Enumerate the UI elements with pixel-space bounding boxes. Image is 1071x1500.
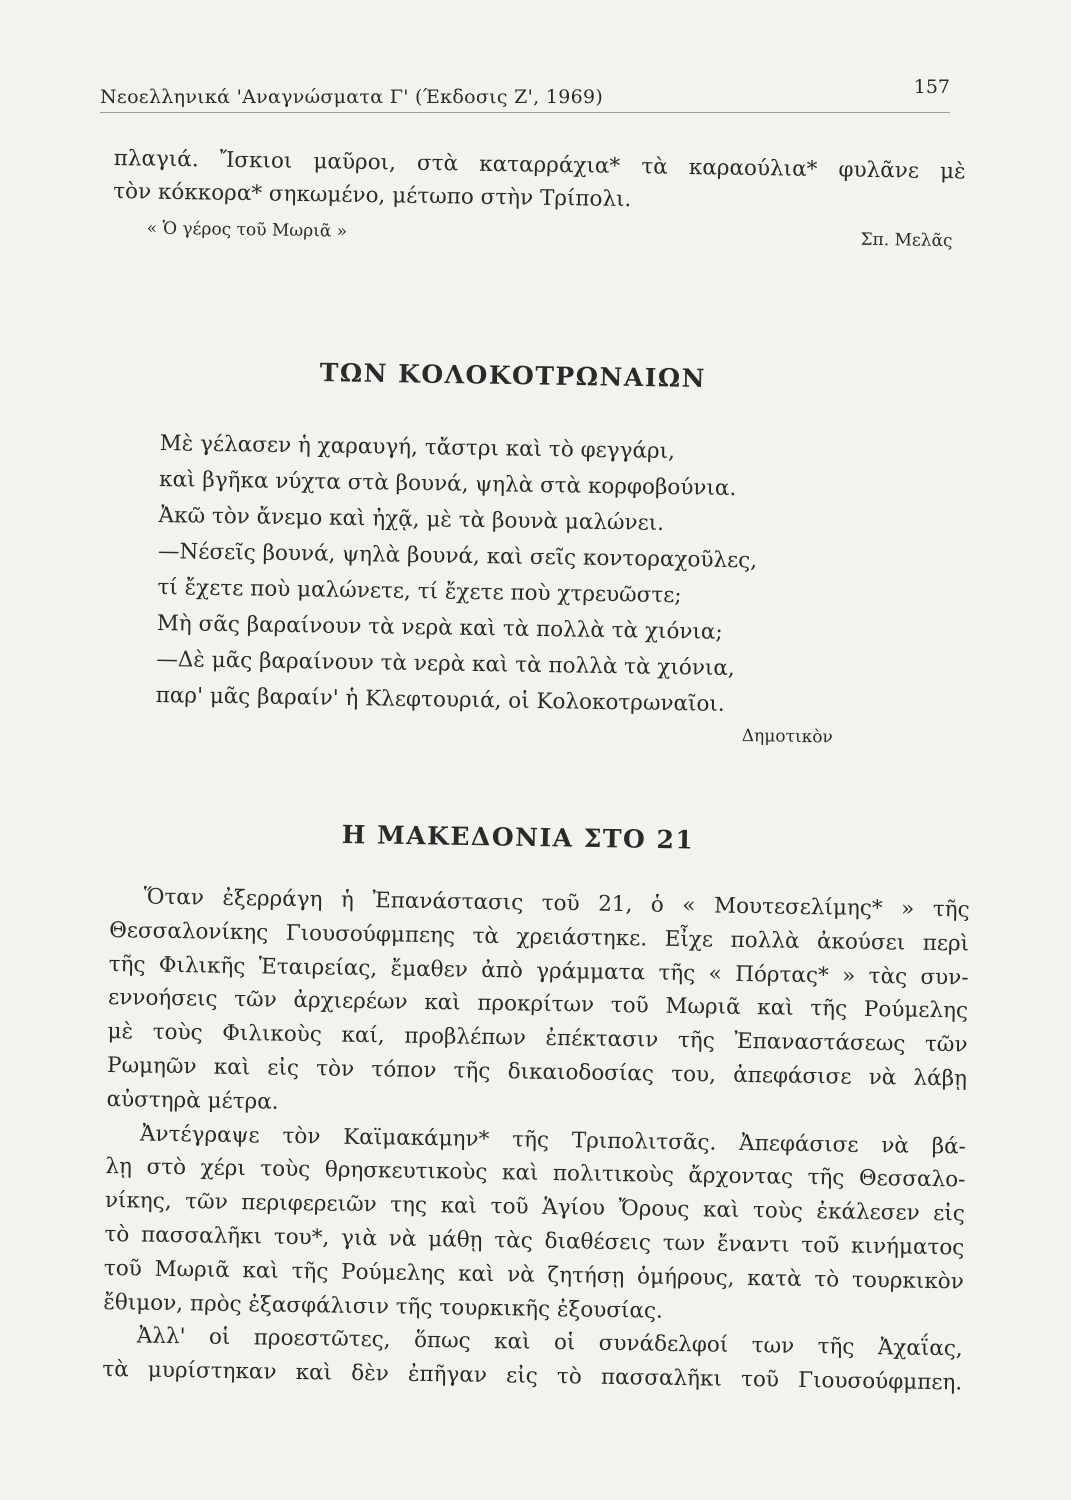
text-line: Θεσσαλονίκης Γιουσούφμπεης τὰ χρειάστηκε. Εἶχε πολλὰ ἀκούσει περὶ bbox=[109, 917, 970, 957]
poem-line: Μὲ γέλασεν ἡ χαραυγή, τἄστρι καὶ τὸ φεγγάρι, bbox=[159, 430, 676, 465]
text-line: πλαγιά. Ἴσκιοι μαῦροι, στὰ καταρράχια* τὰ καραούλια* φυλᾶνε μὲ bbox=[113, 145, 966, 185]
text-line: Ἀντέγραψε τὸν Καϊμακάμην* τῆς Τριπολιτσᾶς. Ἀπεφάσισε νὰ βά- bbox=[139, 1121, 967, 1160]
poem-line: Μὴ σᾶς βαραίνουν τὰ νερὰ καὶ τὰ πολλὰ τὰ χιόνια; bbox=[156, 610, 723, 645]
article-body bbox=[102, 880, 970, 1400]
text-line: τὸ πασσαλῆκι του*, γιὰ νὰ μάθῃ τὰς διαθέσεις των ἔναντι τοῦ κινήματος bbox=[104, 1221, 965, 1261]
source-author: Σπ. Μελᾶς bbox=[860, 229, 953, 252]
page-number: 157 bbox=[913, 76, 950, 98]
text-line: Ὅταν ἐξερράγη ἡ Ἐπανάστασις τοῦ 21, ὁ « Μουτεσελίμης* » τῆς bbox=[143, 884, 970, 923]
text-line: Ρωμηῶν καὶ εἰς τὸν τόπον τῆς δικαιοδοσίας του, ἀπεφάσισε νὰ λάβῃ bbox=[106, 1052, 968, 1092]
text-line: νίκης, τῶν περιφερειῶν της καὶ τοῦ Ἁγίου Ὄρους καὶ τοὺς ἐκάλεσεν εἰς bbox=[104, 1188, 966, 1227]
poem-line: τί ἔχετε ποὺ μαλώνετε, τί ἔχετε ποὺ χτρευῶστε; bbox=[157, 574, 682, 609]
running-title: Νεοελληνικά 'Αναγνώσματα Γ' (Έκδοσις Ζ', 1969) bbox=[100, 86, 604, 108]
poem bbox=[155, 426, 759, 723]
poem-source: Δημοτικὸν bbox=[741, 726, 834, 748]
poem-line: —Νέσεῖς βουνά, ψηλὰ βουνά, καὶ σεῖς κοντοραχοῦλες, bbox=[157, 538, 758, 574]
intro-paragraph bbox=[112, 142, 965, 257]
text-line: τῆς Φιλικῆς Ἑταιρείας, ἔμαθεν ἀπὸ γράμματα τῆς « Πόρτας* » τὰς συν- bbox=[108, 951, 969, 991]
text-line: τοῦ Μωριᾶ καὶ τῆς Ρούμελης καὶ νὰ ζητήσῃ ὁμήρους, κατὰ τὸ τουρκικὸν bbox=[103, 1255, 964, 1295]
text-line: τὰ μυρίστηκαν καὶ δὲν ἐπῆγαν εἰς τὸ πασσαλῆκι τοῦ Γιουσούφμπεη. bbox=[102, 1357, 963, 1396]
source-title: « Ὁ γέρος τοῦ Μωριᾶ » bbox=[146, 218, 348, 242]
poem-line: καὶ βγῆκα νύχτα στὰ βουνά, ψηλὰ στὰ κορφοβούνια. bbox=[158, 466, 737, 502]
text-line: τὸν κόκκορα* σηκωμένο, μέτωπο στὴν Τρίπολι. bbox=[113, 178, 632, 213]
text-line: λῃ στὸ χέρι τοὺς θρησκευτικοὺς καὶ πολιτικοὺς ἄρχοντας τῆς Θεσσαλο- bbox=[105, 1154, 966, 1193]
text-line: αὐστηρὰ μέτρα. bbox=[106, 1086, 279, 1115]
poem-line: παρ' μᾶς βαραίν' ἡ Κλεφτουριά, οἱ Κολοκοτρωναῖοι. bbox=[155, 682, 725, 717]
text-line: εννοήσεις τῶν ἀρχιερέων καὶ προκρίτων τοῦ Μωριᾶ καὶ τῆς Ρούμελης bbox=[107, 985, 969, 1024]
poem-line: —Δὲ μᾶς βαραίνουν τὰ νερὰ καὶ τὰ πολλὰ τὰ χιόνια, bbox=[156, 646, 735, 682]
poem-line: Ἀκῶ τὸν ἄνεμο καὶ ἠχᾷ, μὲ τὰ βουνὰ μαλώνει. bbox=[158, 502, 665, 536]
running-head bbox=[100, 72, 950, 113]
text-line: Ἀλλ' οἱ προεστῶτες, ὅπως καὶ οἱ συνάδελφοί των τῆς Ἀχαΐας, bbox=[136, 1323, 963, 1362]
article-heading: Η ΜΑΚΕΔΟΝΙΑ ΣΤΟ 21 bbox=[341, 820, 695, 855]
text-line: ἔθιμον, πρὸς ἐξασφάλισιν τῆς τουρκικῆς ἐξουσίας. bbox=[103, 1289, 664, 1324]
poem-heading: ΤΩΝ ΚΟΛΟΚΟΤΡΩΝΑΙΩΝ bbox=[319, 358, 707, 394]
text-line: μὲ τοὺς Φιλικοὺς καί, προβλέπων ἐπέκτασιν τῆς Ἐπαναστάσεως τῶν bbox=[107, 1019, 968, 1058]
